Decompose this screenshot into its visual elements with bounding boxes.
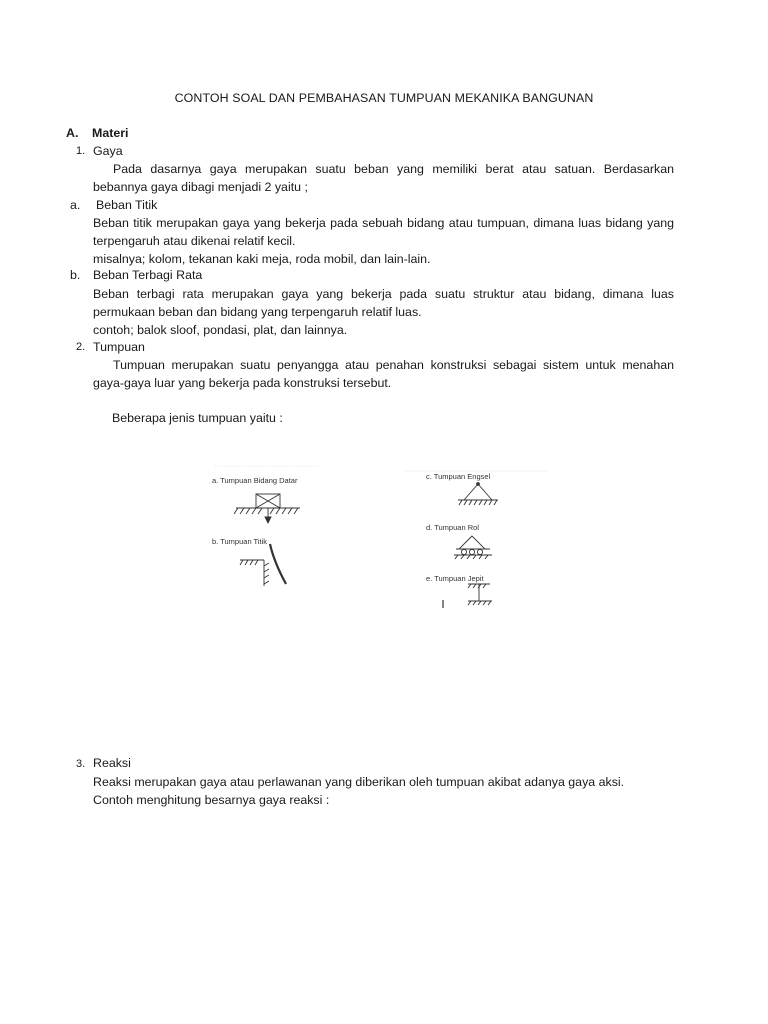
- item3-marker: 3.: [76, 758, 86, 770]
- item2-intro: Beberapa jenis tumpuan yaitu :: [112, 411, 283, 425]
- item1-text: Pada dasarnya gaya merupakan suatu beban yang memiliki berat atau satuan. Berdasarkan bebannya gaya dibagi menjadi 2 yaitu ;: [93, 162, 674, 194]
- sub-a-text: Beban titik merupakan gaya yang bekerja pada sebuah bidang atau tumpuan, dimana luas bidang yang terpengaruh atau dikenai relatif kecil.: [93, 216, 674, 248]
- item2-text: Tumpuan merupakan suatu penyangga atau penahan konstruksi sebagai sistem untuk menahan gaya-gaya luar yang bekerja pada konstruksi tersebut.: [93, 358, 674, 390]
- label-tumpuan-bidang-datar: a. Tumpuan Bidang Datar: [212, 476, 298, 485]
- label-tumpuan-titik: b. Tumpuan Titik: [212, 537, 268, 546]
- sub-b-text: Beban terbagi rata merupakan gaya yang bekerja pada suatu struktur atau bidang, dimana luas permukaan beban dan bidang yang terpengaruh relatif luas.: [93, 287, 674, 319]
- item2-heading: Tumpuan: [93, 340, 145, 354]
- sub-a-heading: Beban Titik: [96, 198, 158, 212]
- support-types-diagram: [200, 462, 550, 622]
- item1-heading: Gaya: [93, 144, 123, 158]
- label-tumpuan-engsel: c. Tumpuan Engsel: [426, 472, 491, 481]
- item3-text2: Contoh menghitung besarnya gaya reaksi :: [93, 793, 330, 807]
- item3-heading: Reaksi: [93, 756, 131, 770]
- fixed-support-icon: [443, 584, 492, 608]
- hinge-support-icon: [458, 483, 498, 505]
- item2-paragraph: [93, 356, 674, 392]
- item3-text: Reaksi merupakan gaya atau perlawanan yang diberikan oleh tumpuan akibat adanya gaya aksi.: [93, 775, 625, 789]
- sub-a-example: misalnya; kolom, tekanan kaki meja, roda mobil, dan lain-lain.: [93, 252, 431, 266]
- sub-a-paragraph: [93, 214, 674, 268]
- sub-a-marker: a.: [70, 198, 81, 212]
- sub-b-heading: Beban Terbagi Rata: [93, 268, 203, 282]
- support-types-figure: [200, 462, 550, 622]
- item1-paragraph: [93, 160, 674, 196]
- label-tumpuan-jepit: e. Tumpuan Jepit: [426, 574, 484, 583]
- item1-marker: 1.: [76, 145, 86, 157]
- point-support-icon: [240, 544, 286, 586]
- section-a-marker: A.: [66, 126, 79, 140]
- document-title: CONTOH SOAL DAN PEMBAHASAN TUMPUAN MEKANIKA BANGUNAN: [174, 91, 594, 105]
- sub-b-paragraph: [93, 285, 674, 339]
- sub-b-marker: b.: [70, 268, 81, 282]
- flat-support-icon: [234, 494, 300, 523]
- roller-support-icon: [454, 536, 492, 559]
- sub-b-example: contoh; balok sloof, pondasi, plat, dan lainnya.: [93, 323, 348, 337]
- item2-marker: 2.: [76, 341, 86, 353]
- label-tumpuan-rol: d. Tumpuan Rol: [426, 523, 479, 532]
- section-a-heading: Materi: [92, 126, 129, 140]
